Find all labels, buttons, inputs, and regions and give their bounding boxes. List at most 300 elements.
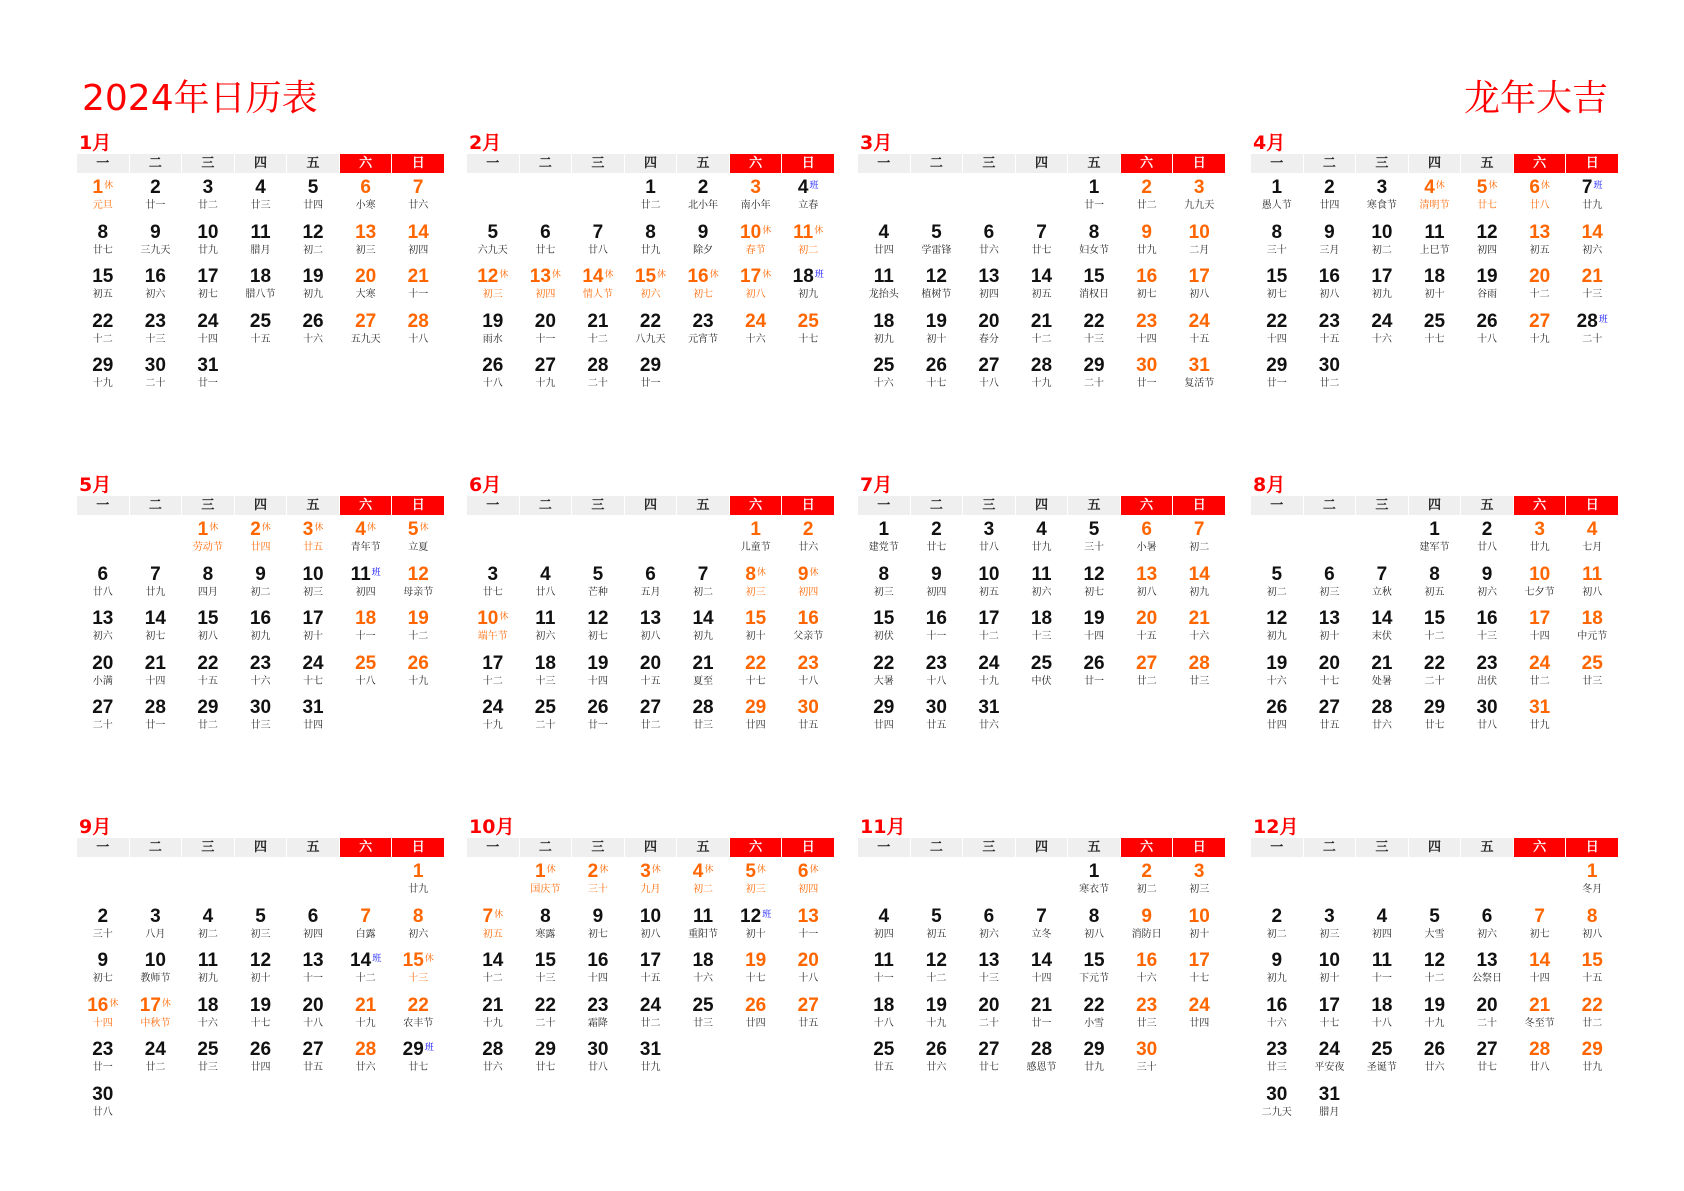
- lunar-date: 十八: [978, 378, 999, 389]
- day-cell: [858, 518, 910, 563]
- day-number: 26: [1083, 652, 1105, 674]
- day-number: 9: [255, 563, 266, 585]
- lunar-date: 廿四: [303, 200, 324, 211]
- day-cell: [77, 354, 129, 399]
- day-cell: [130, 265, 182, 310]
- day-cell: [1461, 994, 1513, 1039]
- lunar-date: 十二: [408, 631, 429, 642]
- empty-cell: [130, 518, 182, 563]
- lunar-date: 初七: [1136, 289, 1157, 300]
- day-number: 1: [1088, 177, 1100, 198]
- day-cell: [77, 949, 129, 994]
- lunar-date: 十六: [250, 675, 271, 687]
- day-cell: [1514, 652, 1566, 697]
- day-cell: [858, 1038, 910, 1083]
- weekday-label: 四: [1409, 154, 1461, 173]
- day-cell: [625, 563, 677, 608]
- day-number: $16^休$: [687, 266, 719, 287]
- lunar-date: 三十: [587, 884, 608, 895]
- day-cell: [1566, 994, 1618, 1039]
- day-cell: [1016, 1038, 1068, 1083]
- day-number: 17: [1188, 950, 1210, 971]
- day-number: 11: [535, 608, 556, 629]
- day-number: 9: [97, 950, 109, 971]
- lunar-date: 初六: [535, 631, 556, 642]
- lunar-date: 廿八: [978, 542, 999, 553]
- day-cell: [1016, 994, 1068, 1039]
- lunar-date: 十五: [640, 973, 661, 984]
- day-number: 17: [1188, 266, 1210, 287]
- day-cell: [963, 652, 1015, 697]
- day-cell: [963, 221, 1015, 266]
- lunar-date: 廿四: [250, 1062, 271, 1073]
- empty-cell: [963, 860, 1015, 905]
- day-number: 6: [1324, 563, 1335, 585]
- weekday-label: 五: [677, 154, 729, 173]
- day-number: 29: [1083, 355, 1105, 376]
- rest-day-tag: 休: [809, 566, 819, 577]
- day-number: 19: [1083, 608, 1105, 629]
- day-number: 28: [1030, 1039, 1053, 1060]
- day-number: 27: [1529, 310, 1551, 332]
- day-number: 22: [1581, 994, 1603, 1016]
- weekday-label: 日: [782, 154, 834, 173]
- day-number: 11: [1424, 221, 1445, 243]
- day-cell: [572, 994, 624, 1039]
- day-cell: [287, 994, 339, 1039]
- lunar-date: 廿一: [640, 378, 661, 389]
- day-number: 17: [1371, 266, 1393, 287]
- day-cell: [911, 1038, 963, 1083]
- weekday-label: 四: [625, 154, 677, 173]
- day-number: 4: [540, 563, 551, 585]
- page-slogan: 龙年大吉: [1463, 78, 1608, 119]
- day-number: 19: [925, 994, 947, 1016]
- day-cell: [130, 221, 182, 266]
- day-cell: [730, 563, 782, 608]
- day-number: $5^休$: [745, 861, 766, 882]
- day-cell: [392, 1038, 444, 1083]
- lunar-date: 廿二: [1582, 1017, 1603, 1029]
- day-cell: [1461, 949, 1513, 994]
- lunar-date: 二十: [1424, 675, 1445, 687]
- lunar-date: 廿四: [1189, 1017, 1210, 1029]
- day-cell: [182, 696, 234, 741]
- weekday-label: 六: [340, 154, 392, 173]
- day-cell: [1304, 1083, 1356, 1128]
- weekday-label: 六: [730, 496, 782, 515]
- day-number: 2: [150, 177, 161, 198]
- day-cell: [1068, 860, 1120, 905]
- day-number: 26: [1266, 697, 1288, 718]
- lunar-date: 十九: [482, 720, 503, 731]
- day-cell: [287, 696, 339, 741]
- day-number: 1: [750, 519, 761, 540]
- lunar-date: 教师节: [140, 973, 171, 984]
- day-cell: [235, 994, 287, 1039]
- rest-day-tag: 休: [756, 864, 766, 874]
- day-number: 20: [978, 994, 1000, 1016]
- day-cell: [1514, 696, 1566, 741]
- day-number: 17: [482, 652, 504, 674]
- lunar-date: 初八: [640, 928, 661, 940]
- day-number: 29: [92, 355, 114, 376]
- lunar-date: 廿七: [1031, 244, 1052, 256]
- lunar-date: 十五: [1582, 973, 1603, 984]
- day-number: 27: [1318, 697, 1340, 718]
- day-number: 24: [745, 310, 767, 332]
- day-cell: [340, 310, 392, 355]
- day-cell: [572, 696, 624, 741]
- lunar-date: 十六: [1136, 973, 1157, 984]
- day-cell: [340, 221, 392, 266]
- weekday-header: [1251, 154, 1618, 173]
- day-number: 16: [1318, 266, 1340, 287]
- day-cell: [520, 563, 572, 608]
- day-number: $17^休$: [740, 266, 772, 287]
- day-number: 27: [302, 1039, 324, 1060]
- empty-cell: [520, 176, 572, 221]
- day-cell: [130, 696, 182, 741]
- day-cell: [1068, 652, 1120, 697]
- day-number: 22: [407, 994, 429, 1016]
- day-cell: [1514, 518, 1566, 563]
- weekday-label: 二: [520, 838, 572, 857]
- weekday-label: 二: [130, 496, 182, 515]
- lunar-date: 建党节: [868, 542, 899, 553]
- day-cell: [1173, 518, 1225, 563]
- day-cell: [1304, 696, 1356, 741]
- day-number: 20: [1529, 266, 1551, 287]
- month-title: 5月: [79, 474, 112, 496]
- day-cell: [340, 994, 392, 1039]
- day-number: 19: [1476, 266, 1498, 287]
- weekday-label: 四: [235, 496, 287, 515]
- lunar-date: 廿九: [1084, 1062, 1105, 1073]
- empty-cell: [858, 860, 910, 905]
- day-cell: [1409, 696, 1461, 741]
- day-number: 5: [1271, 563, 1283, 585]
- weekday-header: [467, 496, 834, 515]
- day-number: 13: [1529, 221, 1551, 243]
- day-cell: [130, 1038, 182, 1083]
- day-cell: [911, 949, 963, 994]
- day-cell: [963, 265, 1015, 310]
- weekday-label: 五: [1068, 154, 1120, 173]
- day-cell: [1461, 905, 1513, 950]
- lunar-date: 初九: [1266, 631, 1287, 642]
- day-cell: [730, 949, 782, 994]
- day-number: 10: [1188, 905, 1210, 927]
- rest-day-tag: 休: [261, 522, 271, 532]
- lunar-date: 初八: [197, 631, 218, 642]
- lunar-date: 廿九: [640, 244, 661, 256]
- day-number: 9: [1141, 221, 1152, 243]
- lunar-date: 初五: [92, 289, 113, 300]
- day-cell: [911, 518, 963, 563]
- day-cell: [1409, 905, 1461, 950]
- lunar-date: 廿五: [798, 1017, 819, 1029]
- lunar-date: 十八: [408, 333, 429, 345]
- day-number: 30: [92, 1083, 114, 1105]
- lunar-date: 末伏: [1371, 631, 1392, 642]
- lunar-date: 初四: [303, 928, 324, 940]
- lunar-date: 七月: [1582, 542, 1603, 553]
- lunar-date: 廿八: [92, 586, 113, 598]
- day-cell: [858, 905, 910, 950]
- lunar-date: 廿六: [1424, 1062, 1445, 1073]
- rest-day-tag: 休: [109, 997, 119, 1008]
- weekday-label: 五: [287, 496, 339, 515]
- lunar-date: 十六: [745, 333, 766, 345]
- day-number: 13: [639, 608, 662, 629]
- day-cell: [1121, 518, 1173, 563]
- weekday-header: [858, 496, 1225, 515]
- lunar-date: 初八: [1189, 289, 1210, 300]
- day-number: 14: [407, 221, 429, 243]
- rest-day-tag: 休: [756, 566, 766, 577]
- weekday-header: [467, 838, 834, 857]
- lunar-date: 初九: [1371, 289, 1392, 300]
- empty-cell: [467, 518, 519, 563]
- weekday-label: 五: [1461, 838, 1513, 857]
- weekday-label: 四: [235, 154, 287, 173]
- day-number: 13: [1476, 950, 1498, 971]
- day-number: 8: [1088, 221, 1100, 243]
- day-cell: [572, 860, 624, 905]
- month-title: 8月: [1253, 474, 1286, 496]
- day-cell: [1121, 563, 1173, 608]
- month-title: 7月: [860, 474, 893, 496]
- empty-cell: [130, 860, 182, 905]
- day-number: 1: [1586, 861, 1598, 882]
- weekday-label: 二: [520, 496, 572, 515]
- lunar-date: 廿七: [1477, 200, 1498, 211]
- day-cell: [1461, 176, 1513, 221]
- rest-day-tag: 休: [314, 522, 324, 532]
- day-cell: [1251, 354, 1303, 399]
- lunar-date: 十九: [978, 675, 999, 687]
- day-cell: [677, 905, 729, 950]
- day-number: 19: [482, 310, 504, 332]
- day-cell: [1016, 265, 1068, 310]
- lunar-date: 寒衣节: [1079, 884, 1110, 895]
- day-cell: [1016, 652, 1068, 697]
- day-number: 4: [202, 905, 214, 927]
- day-number: 2: [1141, 861, 1152, 882]
- day-cell: [520, 652, 572, 697]
- day-number: 10: [1371, 221, 1393, 243]
- rest-day-tag: 休: [814, 224, 824, 235]
- day-grid: [1251, 518, 1618, 741]
- lunar-date: 国庆节: [530, 884, 561, 895]
- day-cell: [963, 994, 1015, 1039]
- day-cell: [1251, 221, 1303, 266]
- day-cell: [677, 221, 729, 266]
- day-cell: [1356, 905, 1408, 950]
- lunar-date: 中秋节: [140, 1017, 171, 1029]
- day-cell: [911, 265, 963, 310]
- lunar-date: 十五: [1189, 333, 1210, 345]
- lunar-date: 初七: [197, 289, 218, 300]
- day-cell: [1409, 265, 1461, 310]
- lunar-date: 龙抬头: [868, 289, 899, 300]
- day-cell: [467, 652, 519, 697]
- lunar-date: 廿八: [587, 244, 608, 256]
- empty-cell: [1409, 860, 1461, 905]
- empty-cell: [182, 860, 234, 905]
- lunar-date: 十二: [1424, 631, 1445, 642]
- work-day-tag: 班: [809, 180, 819, 190]
- lunar-date: 十一: [798, 928, 819, 940]
- weekday-label: 四: [1409, 496, 1461, 515]
- day-number: 9: [1481, 563, 1493, 585]
- day-number: $18^班$: [792, 266, 824, 287]
- lunar-date: 上巳节: [1419, 244, 1450, 256]
- day-number: 27: [92, 697, 114, 718]
- day-number: 11: [873, 950, 894, 971]
- day-cell: [1251, 949, 1303, 994]
- day-cell: [287, 518, 339, 563]
- lunar-date: 二十: [978, 1017, 999, 1029]
- day-number: 3: [202, 177, 214, 198]
- day-number: 18: [692, 950, 714, 971]
- day-cell: [1461, 265, 1513, 310]
- day-number: $15^休$: [634, 266, 667, 287]
- lunar-date: 白露: [355, 928, 376, 940]
- day-number: 28: [355, 1039, 377, 1060]
- weekday-label: 日: [392, 496, 444, 515]
- day-cell: [1173, 310, 1225, 355]
- lunar-date: 十九: [1424, 1017, 1445, 1029]
- day-cell: [182, 221, 234, 266]
- day-number: 13: [92, 608, 114, 629]
- lunar-date: 初七: [693, 289, 714, 300]
- lunar-date: 十三: [408, 973, 429, 984]
- lunar-date: 初九: [798, 289, 819, 300]
- day-number: 12: [587, 608, 609, 629]
- day-cell: [625, 994, 677, 1039]
- day-number: $7^班$: [1581, 177, 1603, 198]
- lunar-date: 中元节: [1577, 631, 1608, 642]
- day-number: 3: [1193, 861, 1205, 882]
- weekday-label: 五: [677, 838, 729, 857]
- day-cell: [1068, 905, 1120, 950]
- empty-cell: [235, 860, 287, 905]
- day-cell: [1251, 994, 1303, 1039]
- day-cell: [520, 994, 572, 1039]
- lunar-date: 廿六: [978, 720, 999, 731]
- day-cell: [467, 265, 519, 310]
- lunar-date: 廿二: [1529, 675, 1550, 687]
- month-title: 11月: [860, 816, 906, 838]
- day-number: 24: [978, 652, 1000, 674]
- day-cell: [782, 696, 834, 741]
- day-number: 21: [1188, 608, 1210, 629]
- lunar-date: 大雪: [1424, 928, 1445, 940]
- day-cell: [1409, 607, 1461, 652]
- day-cell: [1173, 949, 1225, 994]
- day-cell: [730, 310, 782, 355]
- day-cell: [392, 994, 444, 1039]
- lunar-date: 初四: [873, 928, 894, 940]
- lunar-date: 初七: [1529, 928, 1550, 940]
- day-cell: [625, 221, 677, 266]
- day-number: 11: [1371, 950, 1392, 971]
- empty-cell: [572, 518, 624, 563]
- day-cell: [77, 607, 129, 652]
- lunar-date: 元旦: [92, 200, 113, 211]
- empty-cell: [1356, 860, 1408, 905]
- day-cell: [625, 860, 677, 905]
- day-cell: [340, 905, 392, 950]
- page-title: 2024年日历表: [82, 78, 318, 119]
- day-number: 14: [1030, 266, 1053, 287]
- weekday-label: 五: [677, 496, 729, 515]
- lunar-date: 霜降: [587, 1017, 608, 1029]
- weekday-label: 二: [911, 496, 963, 515]
- day-grid: [77, 860, 444, 1127]
- day-cell: [1409, 563, 1461, 608]
- day-cell: [467, 563, 519, 608]
- work-day-tag: 班: [424, 1042, 434, 1052]
- lunar-date: 六九天: [477, 244, 508, 256]
- day-number: 27: [797, 994, 819, 1016]
- lunar-date: 建军节: [1419, 542, 1450, 553]
- day-cell: [1068, 310, 1120, 355]
- day-number: 2: [97, 905, 109, 927]
- weekday-header: [77, 496, 444, 515]
- lunar-date: 十三: [535, 973, 556, 984]
- day-cell: [1566, 860, 1618, 905]
- lunar-date: 初二: [1136, 884, 1157, 895]
- lunar-date: 廿一: [587, 720, 608, 731]
- day-number: 25: [197, 1039, 219, 1060]
- day-cell: [1121, 860, 1173, 905]
- lunar-date: 廿七: [535, 244, 556, 256]
- day-cell: [858, 221, 910, 266]
- day-cell: [730, 994, 782, 1039]
- empty-cell: [1251, 518, 1303, 563]
- day-number: 8: [412, 905, 424, 927]
- day-grid: [77, 176, 444, 399]
- day-number: 16: [1266, 994, 1288, 1016]
- lunar-date: 初二: [693, 586, 714, 598]
- day-number: 16: [797, 608, 819, 629]
- day-number: $28^班$: [1576, 310, 1608, 332]
- day-number: 6: [1141, 519, 1152, 540]
- day-cell: [235, 518, 287, 563]
- day-number: 27: [1136, 652, 1158, 674]
- day-number: 5: [1429, 905, 1440, 927]
- lunar-date: 初七: [1084, 586, 1105, 598]
- day-cell: [77, 176, 129, 221]
- day-cell: [1409, 994, 1461, 1039]
- lunar-date: 十四: [1031, 973, 1052, 984]
- day-cell: [625, 652, 677, 697]
- weekday-label: 日: [392, 154, 444, 173]
- lunar-date: 初十: [1319, 973, 1340, 984]
- day-cell: [467, 696, 519, 741]
- day-number: 15: [1581, 950, 1603, 971]
- day-number: 15: [197, 608, 219, 629]
- day-number: 24: [482, 697, 504, 718]
- rest-day-tag: 休: [424, 953, 434, 963]
- lunar-date: 十九: [355, 1017, 376, 1029]
- lunar-date: 廿三: [1266, 1062, 1287, 1073]
- day-cell: [730, 607, 782, 652]
- day-cell: [1356, 652, 1408, 697]
